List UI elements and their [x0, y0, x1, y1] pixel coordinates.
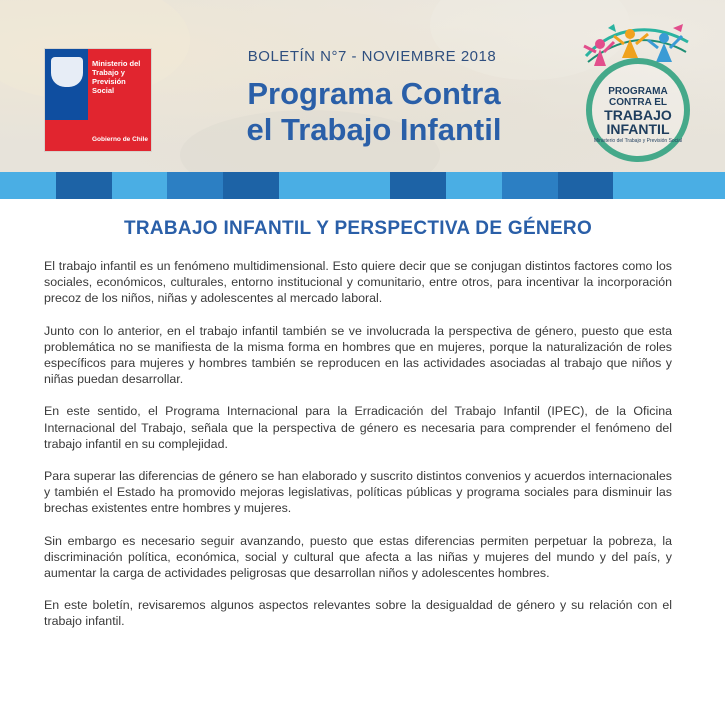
coat-of-arms-icon: [51, 57, 83, 87]
color-stripe-divider: [0, 172, 725, 199]
stripe-segment: [223, 172, 279, 199]
stripe-segment: [446, 172, 502, 199]
article-title: TRABAJO INFANTIL Y PERSPECTIVA DE GÉNERO: [123, 218, 593, 239]
program-title: Programa Contra el Trabajo Infantil: [246, 76, 502, 147]
ministry-label: Ministerio del Trabajo y Previsión Social: [92, 59, 141, 95]
article-paragraph: Para superar las diferencias de género se han elaborado y suscrito distintos convenios y acuerdos internacionales y también el Estado ha promovido mejoras legislativas, políticas públicas y programa sociales para disminuir las brechas existentes entre hombres y mujeres.: [44, 469, 672, 516]
stripe-segment: [669, 172, 725, 199]
stripe-segment: [279, 172, 335, 199]
stripe-segment: [502, 172, 558, 199]
bulletin-header: [0, 0, 725, 172]
stripe-segment: [167, 172, 223, 199]
government-label: Gobierno de Chile: [92, 136, 148, 143]
stripe-segment: [112, 172, 168, 199]
article-paragraph: En este sentido, el Programa Internacional para la Erradicación del Trabajo Infantil (IPEC), de la Oficina Internacional del Trabajo, señala que la perspectiva de género es necesaria para comprender el fenómeno del trabajo infantil en su complejidad.: [44, 404, 672, 451]
article-paragraph: En este boletín, revisaremos algunos aspectos relevantes sobre la desigualdad de género y su relación con el trabajo infantil.: [44, 598, 672, 629]
program-logo: PROGRAMA CONTRA EL TRABAJO INFANTIL Ministerio del Trabajo y Previsión Social: [578, 22, 696, 170]
stripe-segment: [558, 172, 614, 199]
stripe-segment: [613, 172, 669, 199]
article-paragraph: Junto con lo anterior, en el trabajo infantil también se ve involucrada la perspectiva de género, puesto que esta problemática no se manifiesta de la misma forma en hombres que en mujeres, porque la naturalización de roles específicos para mujeres y hombres también se reproducen en las actividades asociadas al trabajo que niños y niñas puedan desarrollar.: [44, 323, 672, 387]
stripe-segment: [390, 172, 446, 199]
article-paragraph: Sin embargo es necesario seguir avanzando, puesto que estas diferencias permiten perpetuar la pobreza, la discriminación política, económica, social y cultural que afecta a las niñas y mujeres del mundo y del país, y aumentar la carga de actividades peligrosas que desarrollan niños y adolescentes hombres.: [44, 533, 672, 581]
article: [44, 218, 672, 646]
stripe-segment: [0, 172, 56, 199]
bulletin-number: BOLETÍN N°7 - NOVIEMBRE 2018: [247, 48, 497, 65]
article-paragraph: El trabajo infantil es un fenómeno multidimensional. Esto quiere decir que se conjugan distintos factores como los sociales, económicos, culturales, entorno institucional y comunitario, entre otros, para incentivar la incorporación precoz de los niños, niñas y adolescentes al mercado laboral.: [44, 259, 672, 306]
stripe-segment: [335, 172, 391, 199]
government-logo: [44, 48, 152, 152]
stripe-segment: [56, 172, 112, 199]
